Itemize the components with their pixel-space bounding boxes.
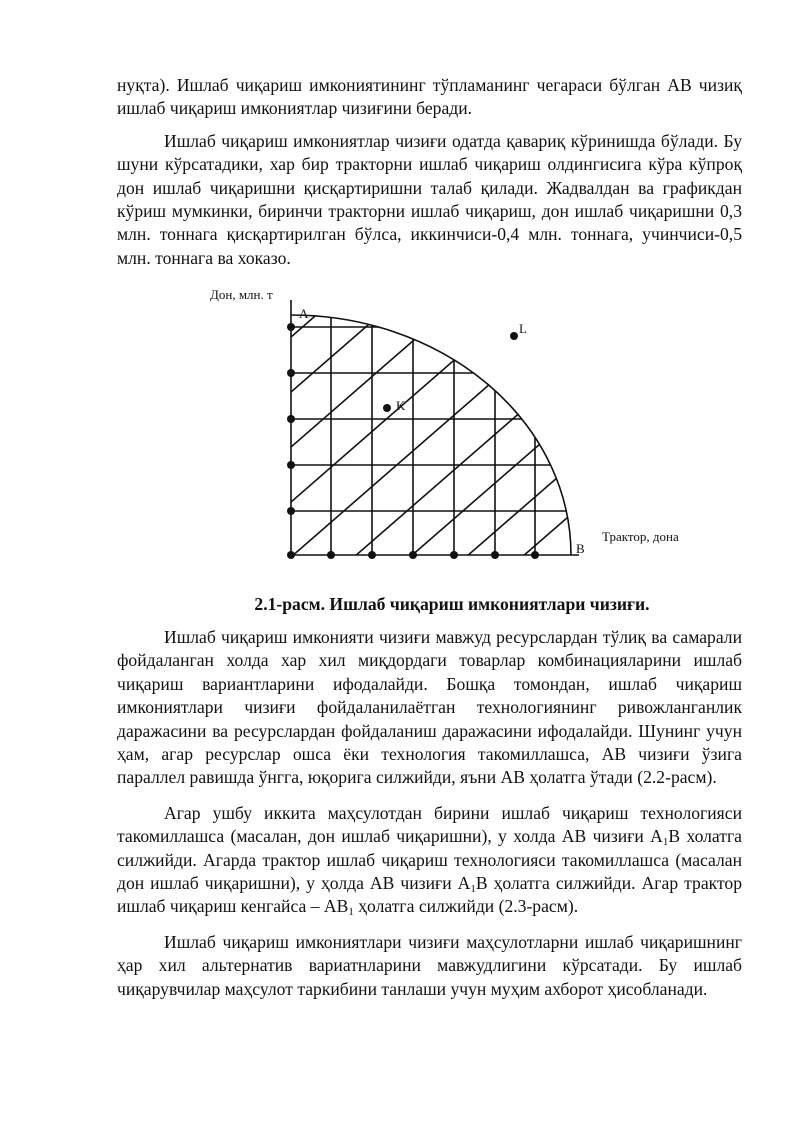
point-k-dot <box>383 404 391 412</box>
x-axis-label: Трактор, дона <box>602 529 679 544</box>
point-a-label: A <box>299 306 309 321</box>
point-b-label: B <box>576 541 585 556</box>
top-text <box>117 74 742 270</box>
subscript-1: 1 <box>662 836 669 849</box>
subscript-3: 1 <box>348 906 354 919</box>
vertical-grid <box>331 302 535 555</box>
point-l-label: L <box>519 321 527 336</box>
paragraph-4 <box>117 802 742 919</box>
paragraph-4-part-a: Агар ушбу иккита маҳсулотдан бирини ишлаб чиқариш технологияси такомиллашса (масалан, дон ишлаб чиқаришни), у холда АВ чизиғи А <box>117 802 742 847</box>
subscript-2: 1 <box>470 883 476 896</box>
ppf-diagram <box>117 282 742 578</box>
paragraph-4-part-d: ҳолатга силжийди (2.3-расм). <box>353 896 579 917</box>
paragraph-4-part-c: В ҳолатга силжийди. Агар трактор ишлаб чиқариш кенгайса – АВ <box>117 873 743 917</box>
bottom-text <box>117 626 742 1013</box>
paragraph-2: Ишлаб чиқариш имкониятлар чизиғи одатда қавариқ кўринишда бўлади. Бу шуни кўрсатадики, хар бир тракторни ишлаб чиқариш олдингисига кўра кўпроқ дон ишлаб чиқаришни қисқартиришни талаб қилади. Жадвалдан ва графикдан кўриш мумкинки, биринчи тракторни ишлаб чиқариш, дон ишлаб чиқаришни 0,3 млн. тоннага қисқартирилган бўлса, иккинчиси-0,4 млн. тоннага, учинчиси-0,5 млн. тоннага ва хоказо. <box>117 130 742 268</box>
paragraph-4-part-b: В холатга силжийди. Агарда трактор ишлаб чиқариш технологияси такомиллашса (масалан дон ишлаб чиқаришни), у ҳолда АВ чизиғи А <box>117 826 742 894</box>
paragraph-5: Ишлаб чиқариш имкониятлари чизиғи маҳсулотларни ишлаб чиқаришнинг ҳар хил альтернатив вариатнларини мавжудлигини кўрсатади. Бу ишлаб чиқарувчилар маҳсулот таркибини танлаши учун муҳим ахборот ҳисобланади. <box>117 931 742 999</box>
paragraph-3: Ишлаб чиқариш имконияти чизиғи мавжуд ресурслардан тўлиқ ва самарали фойдаланган холда хар хил миқдордаги товарлар комбинацияларини ишлаб чиқариш вариантларини ифодалайди. Бошқа томондан, ишлаб чиқариш имкониятлари чизиғи фойдаланилаётган технологиянинг ривожланганлик даражасини ва ресурслардан фойдаланиш даражасини ифодалайди. Шунинг учун ҳам, агар ресурслар ошса ёки технология такомиллашса, АВ чизиғи ўзига параллел равишда ўнгга, юқорига силжийди, яъни АВ ҳолатга ўтади (2.2-расм). <box>117 627 742 788</box>
figure-caption: 2.1-расм. Ишлаб чиқариш имкониятлари чизиғи. <box>254 594 650 614</box>
point-l-dot <box>510 332 518 340</box>
paragraph-1: нуқта). Ишлаб чиқариш имкониятининг тўпламанинг чегараси бўлган АВ чизиқ ишлаб чиқариш имкониятлар чизиғини беради. <box>117 75 742 119</box>
point-k-label: K <box>396 398 406 413</box>
ppf-figure <box>117 282 742 578</box>
y-axis-label: Дон, млн. т <box>210 287 273 302</box>
